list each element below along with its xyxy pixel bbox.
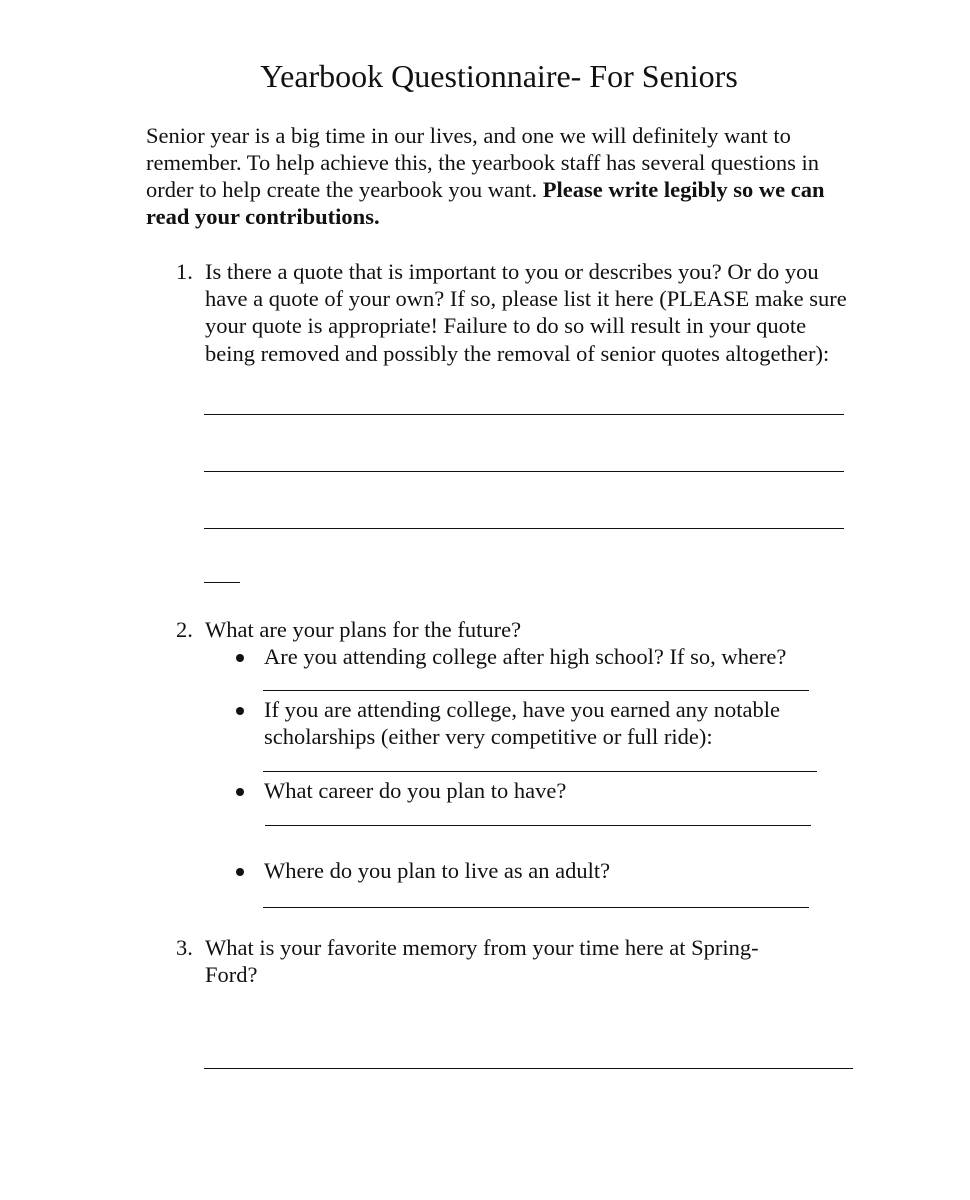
question-number: 2.	[176, 617, 193, 642]
bullet-icon	[236, 788, 244, 796]
sub-question-college: Are you attending college after high school? If so, where?	[264, 644, 787, 669]
bullet-icon	[236, 868, 244, 876]
question-text: What is your favorite memory from your time here at Spring-Ford?	[205, 935, 759, 988]
answer-line-live[interactable]	[263, 907, 809, 908]
answer-line-q1-3[interactable]	[204, 528, 844, 529]
page-title: Yearbook Questionnaire- For Seniors	[260, 58, 738, 94]
intro-paragraph	[146, 122, 866, 230]
answer-line-q3[interactable]	[204, 1068, 853, 1069]
bullet-icon	[236, 654, 244, 662]
bullet-icon	[236, 707, 244, 715]
sub-question-career: What career do you plan to have?	[264, 778, 567, 803]
intro-bold-instruction: Please write legibly so we can read your contributions.	[146, 177, 825, 229]
sub-question-scholarships: If you are attending college, have you earned any notable scholarships (either very competitive or full ride):	[264, 697, 781, 749]
answer-line-career[interactable]	[265, 825, 811, 826]
sub-question-live: Where do you plan to live as an adult?	[264, 858, 611, 883]
question-number: 1.	[176, 259, 193, 284]
answer-line-q1-1[interactable]	[204, 414, 844, 415]
answer-line-college[interactable]	[263, 690, 809, 691]
answer-line-q1-2[interactable]	[204, 471, 844, 472]
answer-line-q1-4[interactable]	[204, 582, 240, 583]
intro-text: Senior year is a big time in our lives, and one we will definitely want to remember. To help achieve this, the yearbook staff has several questions in order to help create the yearbook you want.	[146, 123, 820, 202]
question-text: Is there a quote that is important to you or describes you? Or do you have a quote of your own? If so, please list it here (PLEASE make sure your quote is appropriate! Failure to do so will result in your quote being removed and possibly the removal of senior quotes altogether):	[205, 259, 847, 366]
question-text: What are your plans for the future?	[205, 617, 522, 642]
answer-line-scholarships[interactable]	[263, 771, 817, 772]
question-number: 3.	[176, 935, 193, 960]
